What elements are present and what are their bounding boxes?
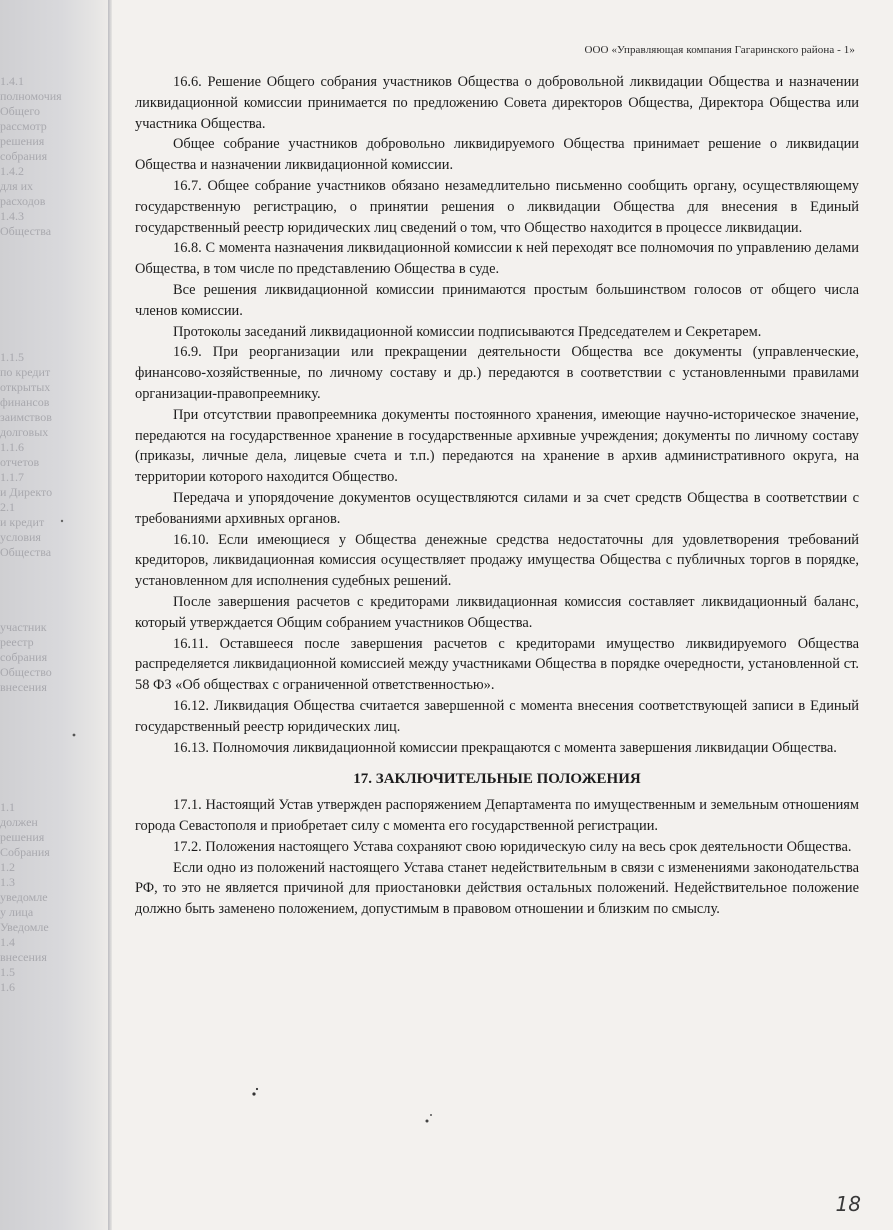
scan-speck — [73, 734, 76, 737]
paragraph-16-10-balance: После завершения расчетов с кредиторами ликвидационная комиссия составляет ликвидационный баланс, который утверждается Общим собранием участников Общества. — [135, 593, 859, 631]
paragraph-16-7: 16.7. Общее собрание участников обязано незамедлительно письменно сообщить органу, осуществляющему государственную регистрацию, о принятии решения о ликвидации Общества для внесения в Единый государственный реестр юридических лиц сведений о том, что Общество находится в процессе ликвидации. — [135, 177, 859, 236]
scan-speck — [252, 1092, 255, 1095]
paragraph-16-8-votes: Все решения ликвидационной комиссии принимаются простым большинством голосов от общего числа членов комиссии. — [135, 281, 859, 319]
scan-speck — [430, 1114, 432, 1116]
paragraph-17-1: 17.1. Настоящий Устав утвержден распоряжением Департамента по имущественным и земельным отношениям города Севастополя и приобретает силу с момента его государственной регистрации. — [135, 797, 859, 835]
paragraph-16-13: 16.13. Полномочия ликвидационной комиссии прекращаются с момента завершения ликвидации Общества. — [173, 739, 837, 756]
paragraph-16-6: 16.6. Решение Общего собрания участников Общества о добровольной ликвидации Общества и назначении ликвидационной комиссии принимается по предложению Совета директоров Общества, Директора Общества или участника Общества. — [135, 74, 859, 132]
paragraph-16-8: 16.8. С момента назначения ликвидационной комиссии к ней переходят все полномочия по управлению делами Общества, в том числе по представлению Общества в суде. — [135, 240, 859, 278]
paragraph-16-6-cont: Общее собрание участников добровольно ликвидируемого Общества принимает решение о ликвидации Общества и назначении ликвидационной комиссии. — [135, 136, 859, 174]
paragraph-16-10: 16.10. Если имеющиеся у Общества денежные средства недостаточны для удовлетворения требований кредиторов, ликвидационная комиссия осуществляет продажу имущества Общества с публичных торгов в порядке, установленном для исполнения судебных решений. — [135, 531, 859, 590]
page-number: 18 — [835, 1192, 861, 1216]
section-17-heading: 17. ЗАКЛЮЧИТЕЛЬНЫЕ ПОЛОЖЕНИЯ — [353, 771, 641, 788]
bleed-text-block-middle: 1.1.5 по кредит открытых финансов заимствов долговых 1.1.6 отчетов 1.1.7 и Директо 2.1 и кредит условия Общества — [0, 350, 53, 559]
page-header-company: ООО «Управляющая компания Гагаринского района - 1» — [584, 44, 855, 56]
bleed-text-block-top: 1.4.1 полномочия Общего рассмотр решения собрания 1.4.2 для их расходов 1.4.3 Общества — [0, 74, 62, 238]
paragraph-16-9: 16.9. При реорганизации или прекращении деятельности Общества все документы (управленческие, финансово-хозяйственные, по личному составу и др.) передаются в соответствии с установленными правилами организации-правопреемнику. — [135, 344, 859, 402]
paragraph-17-2: 17.2. Положения настоящего Устава сохраняют свою юридическую силу на весь срок деятельности Общества. — [173, 838, 852, 855]
bleed-text-block-bottom: 1.1 должен решения Собрания 1.2 1.3 уведомле у лица Уведомле 1.4 внесения 1.5 1.6 — [0, 800, 50, 994]
bleed-text-block-lower: участник реестр собрания Общество внесения — [0, 620, 52, 694]
scan-speck — [256, 1088, 258, 1090]
scan-speck — [61, 520, 63, 522]
paragraph-16-11: 16.11. Оставшееся после завершения расчетов с кредиторами имущество ликвидируемого Общества распределяется ликвидационной комиссией между участниками Общества в порядке очередности, установленной ст. 58 ФЗ «Об обществах с ограниченной ответственностью». — [135, 635, 859, 694]
paragraph-16-8-protocols: Протоколы заседаний ликвидационной комиссии подписываются Председателем и Секретарем. — [173, 323, 762, 340]
paragraph-17-2-invalid: Если одно из положений настоящего Устава станет недействительным в связи с изменениями законодательства РФ, то это не является причиной для приостановки действия остальных положений. Недействительное положение должно быть заменено положением, допустимым в правовом отношении и близким по смыслу. — [135, 859, 859, 918]
paragraph-16-9-archive: При отсутствии правопреемника документы постоянного хранения, имеющие научно-историческое значение, передаются на государственное хранение в государственные архивные учреждения; документы по личному составу (приказы, личные дела, лицевые счета и т.п.) передаются на хранение в архив административного округа, на территории которого находится Общество. — [135, 406, 859, 486]
paragraph-16-12: 16.12. Ликвидация Общества считается завершенной с момента внесения соответствующей записи в Единый государственный реестр юридических лиц. — [135, 697, 859, 735]
paragraph-16-9-transfer: Передача и упорядочение документов осуществляются силами и за счет средств Общества в соответствии с требованиями архивных органов. — [135, 489, 859, 527]
scan-speck — [426, 1120, 429, 1123]
